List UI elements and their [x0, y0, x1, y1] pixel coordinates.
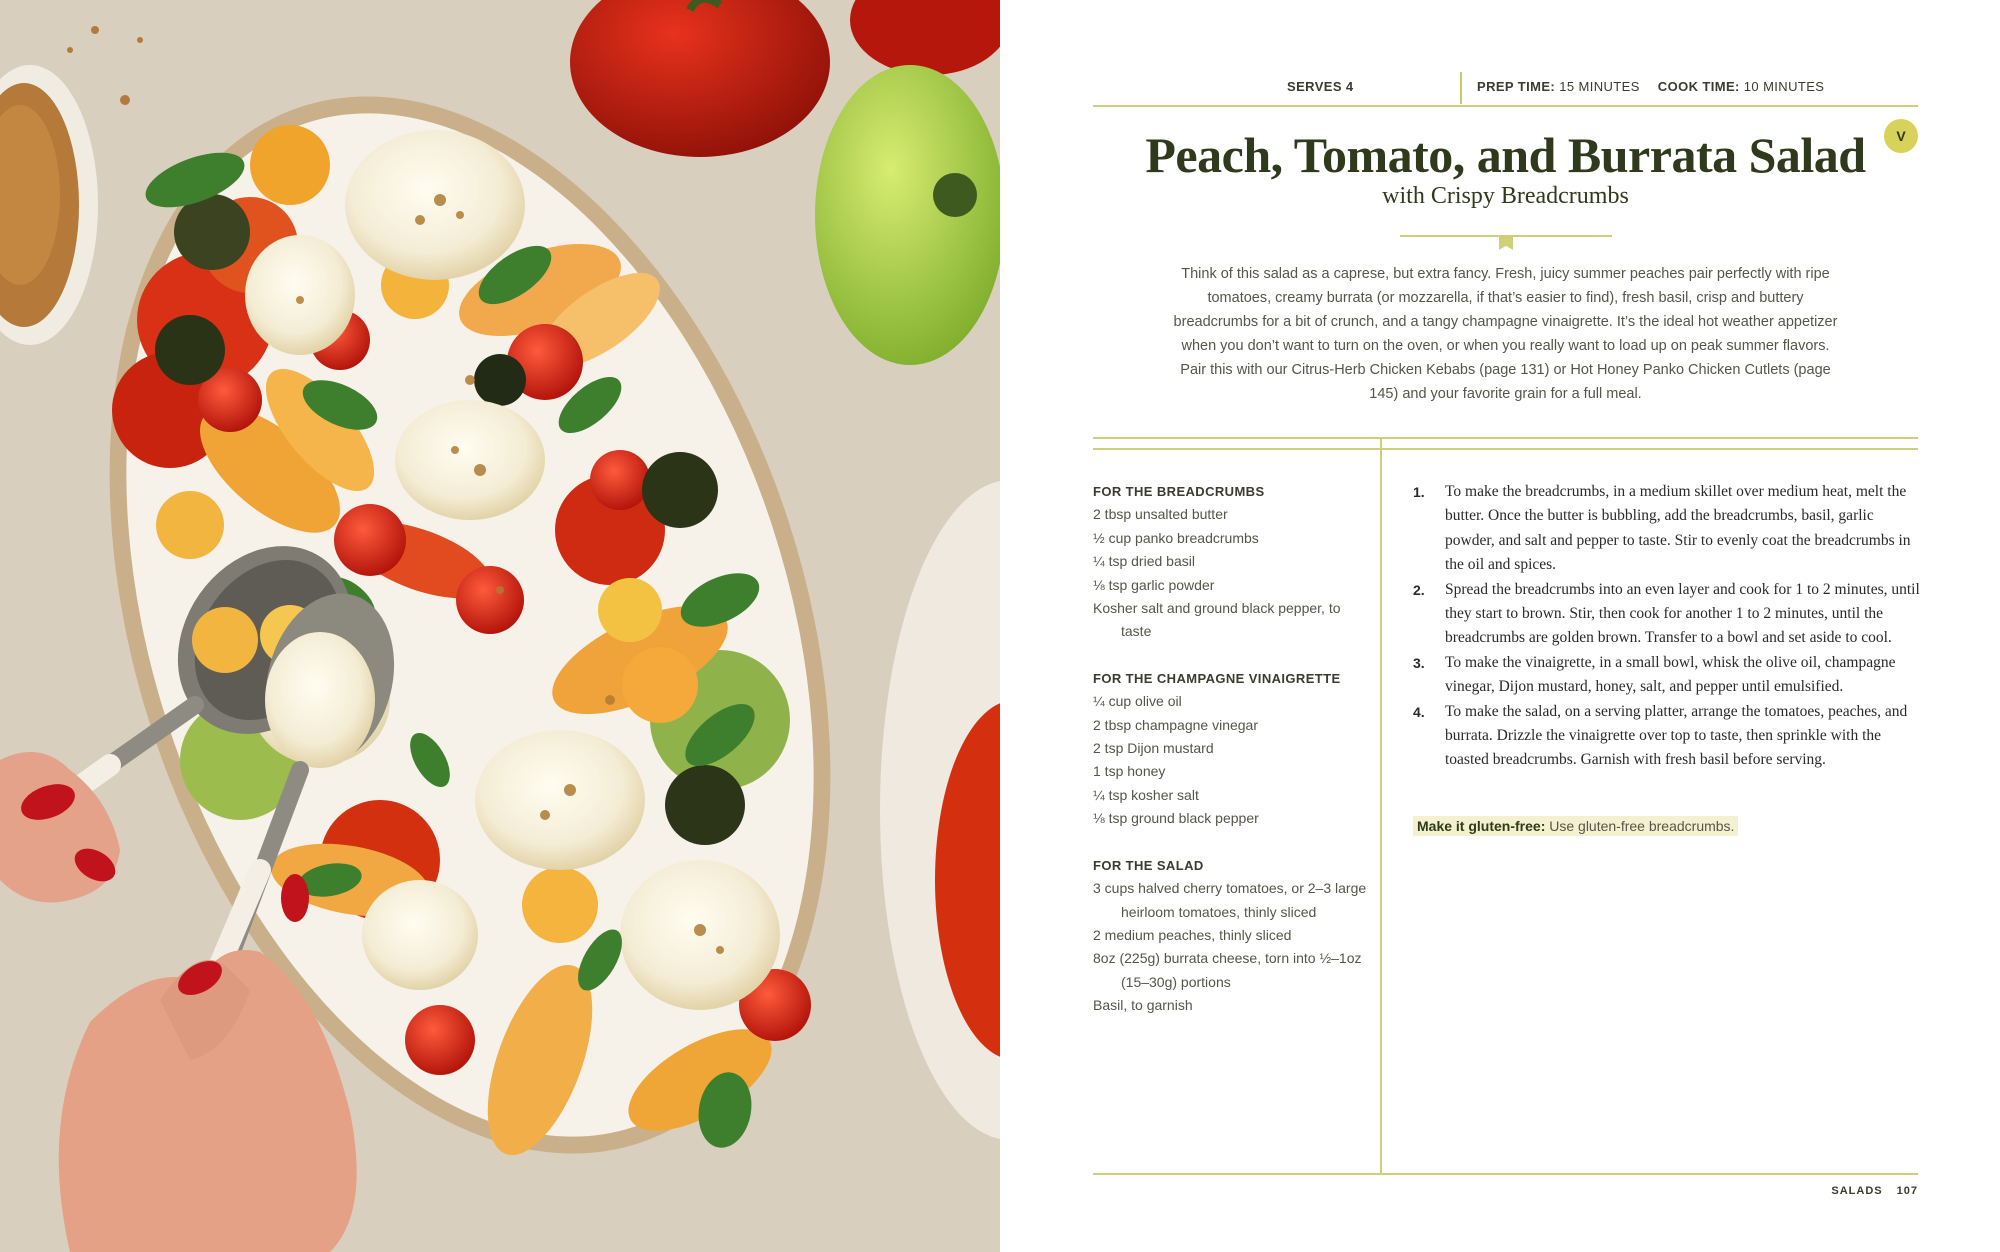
footer-rule [1093, 1173, 1918, 1175]
cook-label: COOK TIME: [1657, 79, 1740, 94]
meta-divider [1460, 72, 1462, 104]
prep-label: PREP TIME: [1477, 79, 1556, 94]
ornament-ribbon-icon [1499, 236, 1513, 250]
ingredient-item: 3 cups halved cherry tomatoes, or 2–3 large heirloom tomatoes, thinly sliced [1093, 880, 1367, 920]
method-step [1413, 480, 1923, 578]
tip-text: Use gluten-free breadcrumbs. [1549, 818, 1735, 834]
method-steps [1413, 480, 1923, 773]
ingredient-item: ¼ cup olive oil [1093, 693, 1182, 710]
ingredient-item: 2 tbsp champagne vinegar [1093, 716, 1258, 733]
serves: SERVES 4 [1287, 79, 1354, 94]
step-text: Spread the breadcrumbs into an even layer and cook for 1 to 2 minutes, until they start to brown. Stir, then cook for another 1 to 2 minutes, until the breadcrumbs are golden brown. Transfer to a bowl and set aside to cool. [1445, 580, 1920, 647]
ingredient-item: 2 tbsp unsalted butter [1093, 506, 1228, 523]
ingredient-group-heading: FOR THE BREADCRUMBS [1093, 484, 1265, 499]
recipe-intro: Think of this salad as a caprese, but extra fancy. Fresh, juicy summer peaches pair perfectly with ripe tomatoes, creamy burrata (or mozzarella, if that’s easier to find), fresh basil, crisp and buttery breadcrumbs for a bit of crunch, and a tangy champagne vinaigrette. It’s the ideal hot weather appetizer when you don’t want to turn on the oven, or when you really want to load up on peak summer flavors. Pair this with our Citrus-Herb Chicken Kebabs (page 131) or Hot Honey Panko Chicken Cutlets (page 145) and your favorite grain for a full meal. [1173, 266, 1838, 402]
ingredient-item: Basil, to garnish [1093, 997, 1193, 1014]
ingredient-item: 2 tsp Dijon mustard [1093, 740, 1214, 757]
cook-value: 10 MINUTES [1743, 79, 1825, 94]
ingredient-group-heading: FOR THE SALAD [1093, 857, 1204, 873]
ingredient-group [1093, 854, 1373, 1018]
method-step [1413, 651, 1923, 700]
prep-value: 15 MINUTES [1559, 79, 1640, 94]
recipe-meta [1093, 72, 1918, 104]
recipe-page [1000, 0, 2000, 1252]
page-number: 107 [1896, 1185, 1918, 1197]
step-text: To make the salad, on a serving platter, arrange the tomatoes, peaches, and burrata. Drizzle the vinaigrette over top to taste, then sprinkle with the toasted breadcrumbs. Garnish with fresh basil before serving. [1445, 702, 1908, 769]
step-number: 2. [1413, 581, 1425, 598]
ingredient-group [1093, 667, 1373, 831]
recipe-subtitle: with Crispy Breadcrumbs [1382, 183, 1629, 209]
step-number: 3. [1413, 654, 1425, 671]
step-text: To make the breadcrumbs, in a medium skillet over medium heat, melt the butter. Once the butter is bubbling, add the breadcrumbs, basil, garlic powder, and salt and pepper to taste. Stir to evenly coat the breadcrumbs in the oil and spices. [1445, 483, 1911, 574]
step-text: To make the vinaigrette, in a small bowl, whisk the olive oil, champagne vinegar, Dijon mustard, honey, salt, and pepper until emulsified. [1445, 653, 1896, 696]
ingredient-item: ¼ tsp dried basil [1093, 553, 1195, 570]
ingredient-group-heading: FOR THE CHAMPAGNE VINAIGRETTE [1093, 670, 1341, 686]
method-step [1413, 700, 1923, 773]
ingredient-item: ½ cup panko breadcrumbs [1093, 529, 1259, 546]
gluten-free-tip [1413, 816, 1738, 836]
ingredient-item: ⅛ tsp ground black pepper [1093, 810, 1259, 827]
ingredients-list [1093, 480, 1373, 1041]
step-number: 1. [1413, 484, 1425, 500]
meta-rule [1093, 105, 1918, 107]
tip-label: Make it gluten-free: [1417, 818, 1546, 834]
ingredient-item: ⅛ tsp garlic powder [1093, 576, 1215, 593]
column-divider [1380, 438, 1382, 1174]
section-rule-second [1093, 448, 1918, 450]
ingredient-item: 8oz (225g) burrata cheese, torn into ½–1oz (15–30g) portions [1093, 950, 1362, 990]
page-footer [1600, 1185, 1918, 1197]
times [1477, 79, 1824, 94]
section-rule-top [1093, 437, 1918, 439]
ingredient-item: 2 medium peaches, thinly sliced [1093, 926, 1292, 943]
recipe-title: Peach, Tomato, and Burrata Salad [1145, 127, 1866, 183]
method-step [1413, 578, 1923, 651]
vegetarian-badge: V [1884, 119, 1918, 153]
step-number: 4. [1413, 703, 1425, 720]
ingredient-item: ¼ tsp kosher salt [1093, 786, 1199, 803]
ingredient-item: Kosher salt and ground black pepper, to taste [1093, 600, 1341, 640]
ingredient-group [1093, 480, 1373, 644]
ingredient-item: 1 tsp honey [1093, 763, 1166, 780]
section-name: SALADS [1831, 1185, 1883, 1197]
